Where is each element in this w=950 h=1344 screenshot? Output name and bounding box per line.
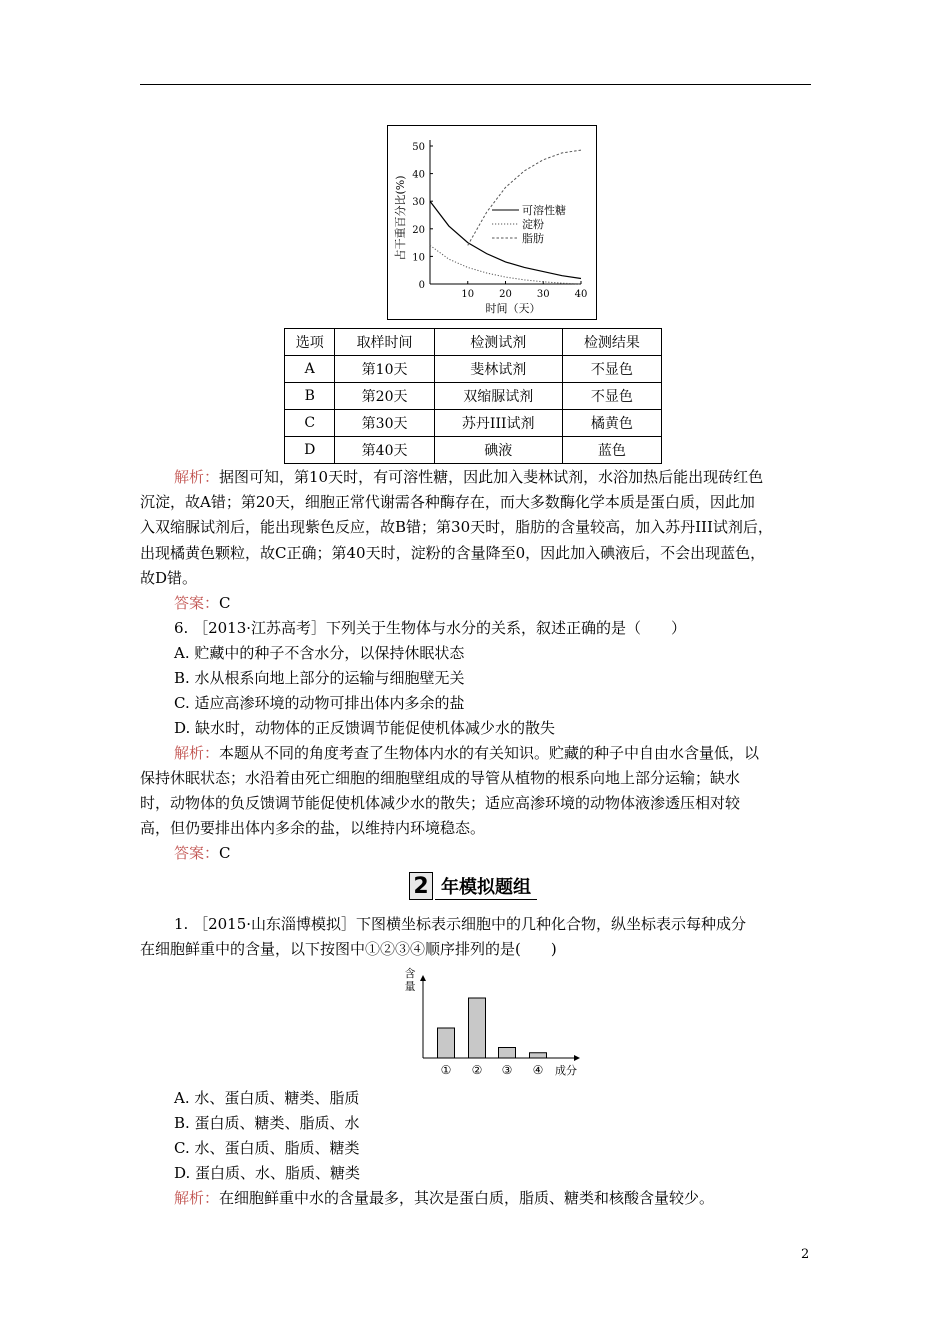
line-chart-figure — [387, 125, 597, 320]
table-header: 取样时间 — [335, 329, 434, 356]
table-cell: 第30天 — [335, 410, 434, 437]
table-cell: 第10天 — [335, 356, 434, 383]
table-cell: A — [285, 356, 335, 383]
q6-analysis-line: 时，动物体的负反馈调节能促使机体减少水的散失；适应高渗环境的动物体液渗透压相对较 — [140, 794, 741, 812]
q6-option: A. 贮藏中的种子不含水分，以保持休眠状态 — [174, 644, 465, 662]
q6-analysis-line — [174, 743, 759, 763]
q5-analysis-line: 故D错。 — [140, 569, 198, 587]
q5-answer — [174, 593, 231, 613]
table-cell: 橘黄色 — [562, 410, 661, 437]
table-cell: 双缩脲试剂 — [434, 383, 562, 410]
chart2-category-label: ④ — [532, 1063, 544, 1077]
chart2-x-arrow — [574, 1055, 580, 1061]
q1-stem-line: 1. ［2015·山东淄博模拟］下图横坐标表示细胞中的几种化合物，纵坐标表示每种成分 — [174, 915, 747, 933]
chart1-legend-label: 淀粉 — [522, 218, 544, 231]
chart2-category-label: ② — [471, 1063, 483, 1077]
page-number: 2 — [801, 1247, 810, 1262]
chart1-x-tick-label: 40 — [574, 289, 588, 300]
line-chart — [388, 126, 596, 319]
bar-chart-figure — [400, 963, 585, 1080]
analysis-label: 解析： — [174, 1189, 220, 1207]
chart1-x-tick-label: 30 — [536, 289, 550, 300]
section-number: 2 — [409, 872, 433, 900]
chart2-category-label: ③ — [501, 1063, 513, 1077]
chart2-y-arrow — [420, 975, 426, 981]
q6-answer — [174, 843, 231, 863]
q6-analysis-line: 高，但仍要排出体内多余的盐，以维持内环境稳态。 — [140, 819, 486, 837]
answer-value: C — [219, 594, 231, 612]
chart1-y-tick-label: 10 — [412, 252, 425, 264]
q1-stem-line: 在细胞鲜重中的含量，以下按图中①②③④顺序排列的是( ) — [140, 940, 557, 958]
chart1-y-tick-label: 30 — [412, 197, 425, 209]
chart2-y-label: 含 — [404, 967, 416, 980]
chart2-x-label: 成分 — [555, 1064, 577, 1077]
chart1-y-tick-label: 50 — [412, 142, 425, 153]
table-row — [285, 356, 662, 383]
q1-option: A. 水、蛋白质、糖类、脂质 — [174, 1089, 360, 1107]
chart1-legend-label: 脂肪 — [522, 232, 544, 245]
q1-option: B. 蛋白质、糖类、脂质、水 — [174, 1114, 360, 1132]
table-cell: 第40天 — [335, 437, 434, 464]
analysis-label: 解析： — [174, 468, 220, 486]
chart2-bar — [469, 998, 486, 1058]
chart1-series-line — [430, 245, 581, 284]
bar-chart — [400, 963, 585, 1080]
q6-stem: 6. ［2013·江苏高考］下列关于生物体与水分的关系，叙述正确的是（ ） — [174, 619, 687, 637]
chart2-bar — [438, 1028, 455, 1058]
q6-analysis-line: 保持休眠状态；水沿着由死亡细胞的细胞壁组成的导管从植物的根系向地上部分运输；缺水 — [140, 769, 741, 787]
table-cell: 不显色 — [562, 356, 661, 383]
q1-analysis-line — [174, 1188, 714, 1208]
answer-label: 答案： — [174, 594, 220, 612]
table-cell: D — [285, 437, 335, 464]
table-cell: 斐林试剂 — [434, 356, 562, 383]
q5-analysis-line: 出现橘黄色颗粒，故C正确；第40天时，淀粉的含量降至0，因此加入碘液后，不会出现蓝色， — [140, 544, 766, 562]
table-header-row — [285, 329, 662, 356]
options-table — [284, 328, 662, 464]
chart2-bar — [530, 1053, 547, 1058]
table-row — [285, 383, 662, 410]
analysis-text: 本题从不同的角度考查了生物体内水的有关知识。贮藏的种子中自由水含量低，以 — [219, 744, 760, 762]
q5-analysis-line: 沉淀，故A错；第20天，细胞正常代谢需各种酶存在，而大多数酶化学本质是蛋白质，因此加 — [140, 493, 755, 511]
chart1-legend-label: 可溶性糖 — [522, 204, 566, 217]
chart2-category-label: ① — [440, 1063, 452, 1077]
q6-option: D. 缺水时，动物体的正反馈调节能促使机体减少水的散失 — [174, 719, 556, 737]
q5-analysis-line — [174, 467, 763, 487]
section-title — [409, 872, 537, 900]
q5-analysis-line: 入双缩脲试剂后，能出现紫色反应，故B错；第30天时，脂肪的含量较高，加入苏丹III试剂后， — [140, 518, 773, 536]
table-header: 检测结果 — [562, 329, 661, 356]
header-rule — [140, 84, 811, 85]
chart1-y-label: 占干重百分比(%) — [394, 175, 407, 261]
table-cell: 第20天 — [335, 383, 434, 410]
table-row — [285, 410, 662, 437]
table-cell: 蓝色 — [562, 437, 661, 464]
chart1-y-tick-label: 20 — [412, 224, 425, 236]
chart1-y-tick-label: 0 — [418, 280, 425, 291]
table-cell: 碘液 — [434, 437, 562, 464]
table-header: 选项 — [285, 329, 335, 356]
q6-option: B. 水从根系向地上部分的运输与细胞壁无关 — [174, 669, 465, 687]
answer-label: 答案： — [174, 844, 220, 862]
q1-option: C. 水、蛋白质、脂质、糖类 — [174, 1139, 360, 1157]
table-header: 检测试剂 — [434, 329, 562, 356]
table-cell: 苏丹III试剂 — [434, 410, 562, 437]
analysis-text: 在细胞鲜重中水的含量最多，其次是蛋白质，脂质、糖类和核酸含量较少。 — [219, 1189, 715, 1207]
analysis-text: 据图可知，第10天时，有可溶性糖，因此加入斐林试剂，水浴加热后能出现砖红色 — [219, 468, 764, 486]
table-cell: 不显色 — [562, 383, 661, 410]
chart1-x-label: 时间（天） — [485, 302, 541, 315]
table-row — [285, 437, 662, 464]
chart1-x-tick-label: 20 — [499, 289, 512, 300]
table-cell: B — [285, 383, 335, 410]
analysis-label: 解析： — [174, 744, 220, 762]
chart2-bar — [499, 1048, 516, 1059]
q1-option: D. 蛋白质、水、脂质、糖类 — [174, 1164, 361, 1182]
table-cell: C — [285, 410, 335, 437]
chart1-x-tick-label: 10 — [461, 289, 475, 300]
section-title-text: 年模拟题组 — [435, 873, 537, 900]
answer-value: C — [219, 844, 231, 862]
q6-option: C. 适应高渗环境的动物可排出体内多余的盐 — [174, 694, 465, 712]
chart2-y-label: 量 — [404, 980, 416, 993]
chart1-y-tick-label: 40 — [412, 169, 425, 181]
